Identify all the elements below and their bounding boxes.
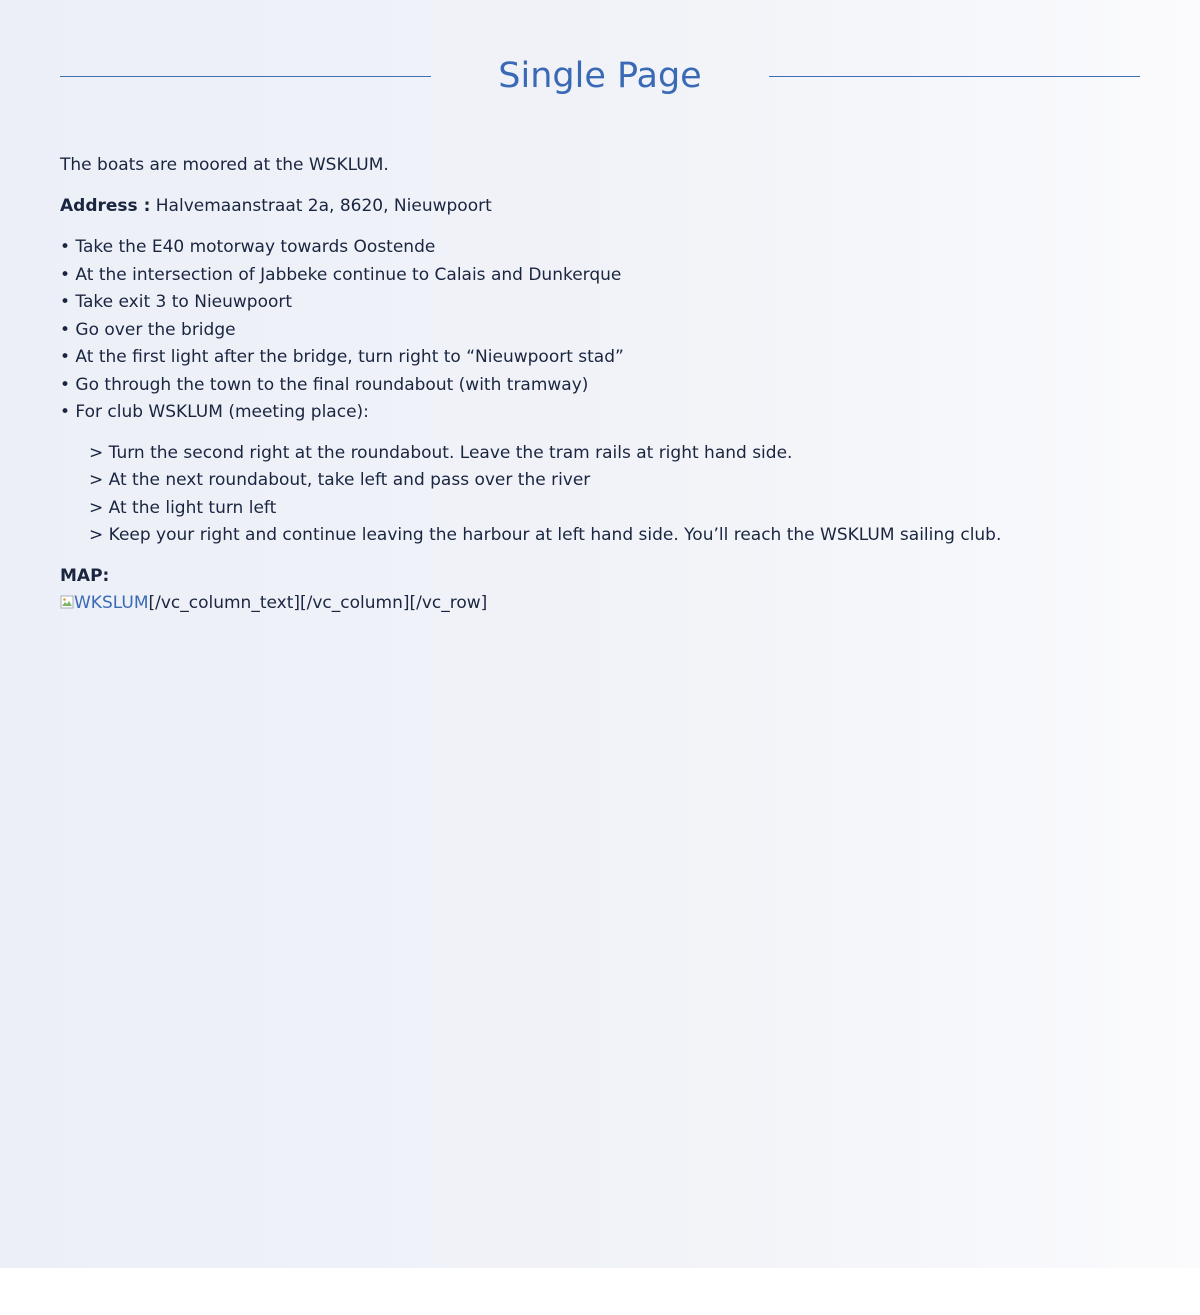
club-direction-step: > Keep your right and continue leaving the harbour at left hand side. You’ll reach the WSKLUM sailing club. [89,525,1002,545]
broken-image-icon [60,595,74,609]
club-direction-step: > Turn the second right at the roundabout. Leave the tram rails at right hand side. [89,442,793,463]
title-divider-right [769,76,1140,77]
direction-step: • At the intersection of Jabbeke continue to Calais and Dunkerque [60,264,622,285]
intro-text: The boats are moored at the WSKLUM. [60,155,389,175]
direction-step: • Take the E40 motorway towards Oostende [60,237,436,257]
directions-list [60,234,1140,427]
direction-step: • For club WSKLUM (meeting place): [60,402,369,422]
shortcode-text: [/vc_column_text][/vc_column][/vc_row] [148,593,488,613]
club-direction-step: > At the light turn left [89,497,277,518]
map-image-alt: WKSLUM [74,593,149,613]
direction-step: • Take exit 3 to Nieuwpoort [60,292,293,312]
page-header [60,0,1140,152]
address-value: Halvemaanstraat 2a, 8620, Nieuwpoort [150,195,492,216]
direction-step: • Go over the bridge [60,319,236,340]
map-row [60,590,1140,618]
article-body [60,152,1140,618]
direction-step: • At the first light after the bridge, turn right to “Nieuwpoort stad” [60,347,624,367]
direction-step: • Go through the town to the final roundabout (with tramway) [60,374,589,395]
map-label: MAP: [60,565,110,586]
club-direction-step: > At the next roundabout, take left and pass over the river [89,470,591,490]
address-label: Address : [60,195,151,216]
main-content [60,0,1140,618]
address-line [60,193,1140,221]
club-directions-list [89,440,1140,550]
map-image-link[interactable] [60,593,148,613]
page-title: Single Page [498,56,702,96]
